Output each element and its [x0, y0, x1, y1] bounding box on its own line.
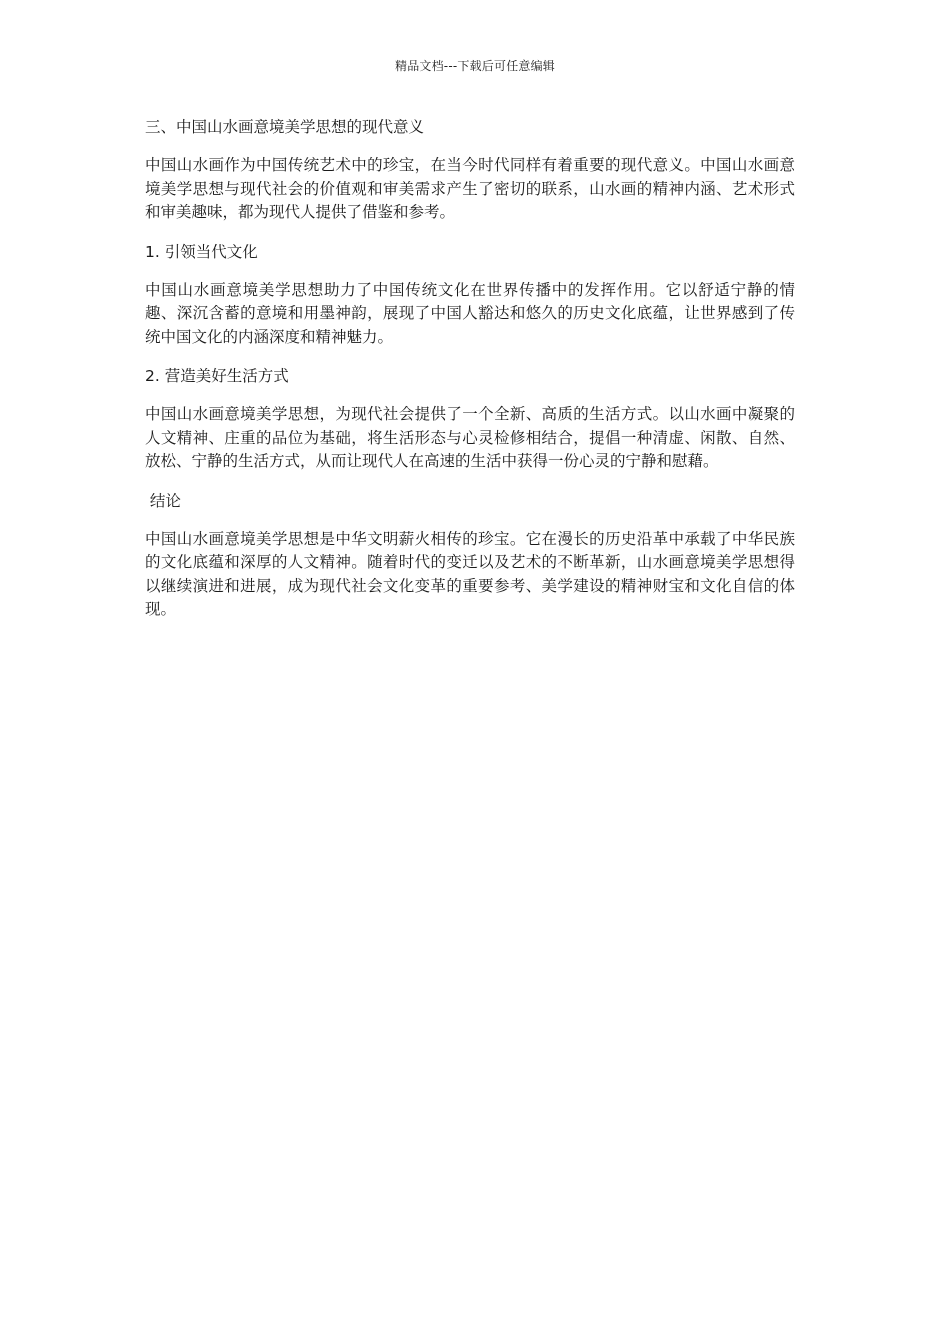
section-heading-lead-culture: 1. 引领当代文化	[145, 242, 258, 261]
section-heading-modern-significance: 三、中国山水画意境美学思想的现代意义	[145, 118, 425, 136]
section-paragraph-lifestyle: 中国山水画意境美学思想，为现代社会提供了一个全新、高质的生活方式。以山水画中凝聚的人文精神、庄重的品位为基础，将生活形态与心灵检修相结合，提倡一种清虚、闲散、自然、放松、宁静的生活方式，从而让现代人在高速的生活中获得一份心灵的宁静和慰藉。	[145, 405, 795, 470]
section-paragraph-lead-culture: 中国山水画意境美学思想助力了中国传统文化在世界传播中的发挥作用。它以舒适宁静的情趣、深沉含蓄的意境和用墨神韵，展现了中国人豁达和悠久的历史文化底蕴，让世界感到了传统中国文化的内涵深度和精神魅力。	[145, 280, 795, 346]
document-body	[145, 115, 795, 637]
page-header: 精品文档---下载后可任意编辑	[395, 59, 555, 73]
section-paragraph-modern-significance: 中国山水画作为中国传统艺术中的珍宝，在当今时代同样有着重要的现代意义。中国山水画意境美学思想与现代社会的价值观和审美需求产生了密切的联系，山水画的精神内涵、艺术形式和审美趣味，都为现代人提供了借鉴和参考。	[145, 156, 795, 221]
section-heading-conclusion: 结论	[145, 491, 181, 510]
section-paragraph-conclusion: 中国山水画意境美学思想是中华文明薪火相传的珍宝。它在漫长的历史沿革中承载了中华民族的文化底蕴和深厚的人文精神。随着时代的变迁以及艺术的不断革新，山水画意境美学思想得以继续演进和进展，成为现代社会文化变革的重要参考、美学建设的精神财宝和文化自信的体现。	[145, 529, 795, 618]
section-heading-lifestyle: 2. 营造美好生活方式	[145, 367, 289, 385]
